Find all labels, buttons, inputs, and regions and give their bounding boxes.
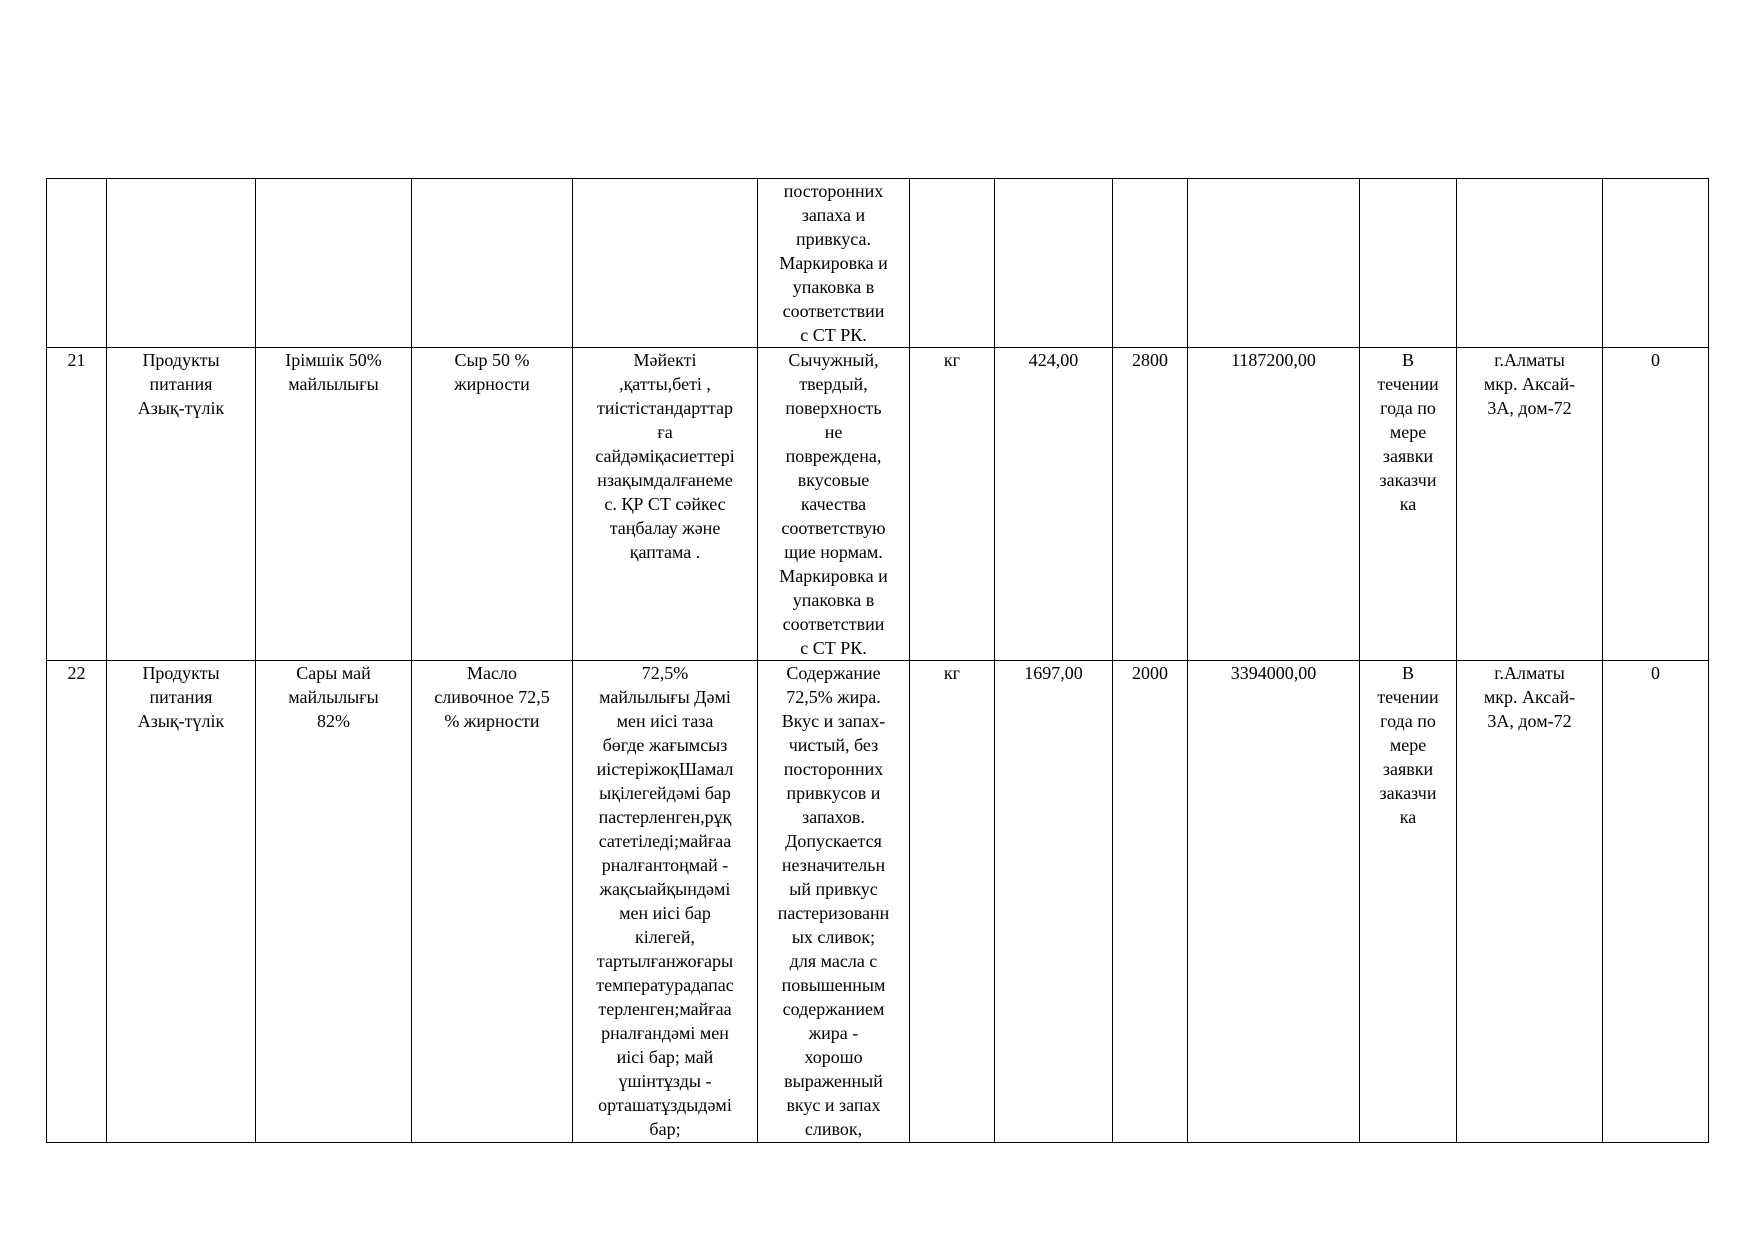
table-row — [47, 661, 1709, 1143]
cell-description-ru: посторонних запаха и привкуса. Маркировка и упаковка в соответствии с СТ РК. — [758, 179, 910, 348]
cell-price: 2000 — [1113, 661, 1188, 1143]
cell-name-kz: Ірімшік 50% майлылығы — [256, 348, 412, 661]
cell-delivery-place: г.Алматы мкр. Аксай- 3А, дом-72 — [1457, 348, 1603, 661]
cell-category: Продукты питания Азық-түлік — [107, 348, 256, 661]
cell-number — [47, 179, 107, 348]
cell-unit: кг — [910, 348, 995, 661]
cell-name-ru: Масло сливочное 72,5 % жирности — [412, 661, 573, 1143]
table-row — [47, 348, 1709, 661]
cell-name-ru — [412, 179, 573, 348]
cell-price: 2800 — [1113, 348, 1188, 661]
cell-delivery-place — [1457, 179, 1603, 348]
cell-description-kz — [573, 179, 758, 348]
cell-quantity — [995, 179, 1113, 348]
cell-unit: кг — [910, 661, 995, 1143]
cell-category — [107, 179, 256, 348]
cell-price — [1113, 179, 1188, 348]
cell-sum: 3394000,00 — [1188, 661, 1360, 1143]
cell-advance: 0 — [1603, 348, 1709, 661]
cell-name-ru: Сыр 50 % жирности — [412, 348, 573, 661]
cell-sum — [1188, 179, 1360, 348]
cell-delivery-place: г.Алматы мкр. Аксай- 3А, дом-72 — [1457, 661, 1603, 1143]
cell-description-ru: Сычужный, твердый, поверхность не повреждена, вкусовые качества соответствую щие нормам. Маркировка и упаковка в соответствии с СТ РК. — [758, 348, 910, 661]
cell-category: Продукты питания Азық-түлік — [107, 661, 256, 1143]
cell-advance: 0 — [1603, 661, 1709, 1143]
cell-number: 21 — [47, 348, 107, 661]
procurement-table — [46, 178, 1709, 1143]
cell-unit — [910, 179, 995, 348]
cell-delivery-term: В течении года по мере заявки заказчи ка — [1360, 348, 1457, 661]
cell-delivery-term — [1360, 179, 1457, 348]
cell-quantity: 424,00 — [995, 348, 1113, 661]
cell-name-kz: Сары май майлылығы 82% — [256, 661, 412, 1143]
cell-description-kz: Мәйекті ,қатты,беті , тиістістандарттар ға сайдәміқасиеттері нзақымдалғанеме с. ҚР СТ сәйкес таңбалау және қаптама . — [573, 348, 758, 661]
cell-advance — [1603, 179, 1709, 348]
table-row — [47, 179, 1709, 348]
cell-quantity: 1697,00 — [995, 661, 1113, 1143]
cell-delivery-term: В течении года по мере заявки заказчи ка — [1360, 661, 1457, 1143]
cell-name-kz — [256, 179, 412, 348]
cell-sum: 1187200,00 — [1188, 348, 1360, 661]
cell-number: 22 — [47, 661, 107, 1143]
cell-description-kz: 72,5% майлылығы Дәмі мен иісі таза бөгде жағымсыз иістеріжоқШамал ықілегейдәмі бар пастерленген,рұқ сатетіледі;майғаа рналғантоңмай - жақсыайқындәмі мен иісі бар кілегей, тартылғанжоғары температурадапас терленген;майғаа рналғандәмі мен иісі бар; май үшінтұзды - орташатұздыдәмі бар; — [573, 661, 758, 1143]
cell-description-ru: Содержание 72,5% жира. Вкус и запах- чистый, без посторонних привкусов и запахов. Допускается незначительн ый привкус пастеризованн ых сливок; для масла с повышенным содержанием жира - хорошо выраженный вкус и запах сливок, — [758, 661, 910, 1143]
